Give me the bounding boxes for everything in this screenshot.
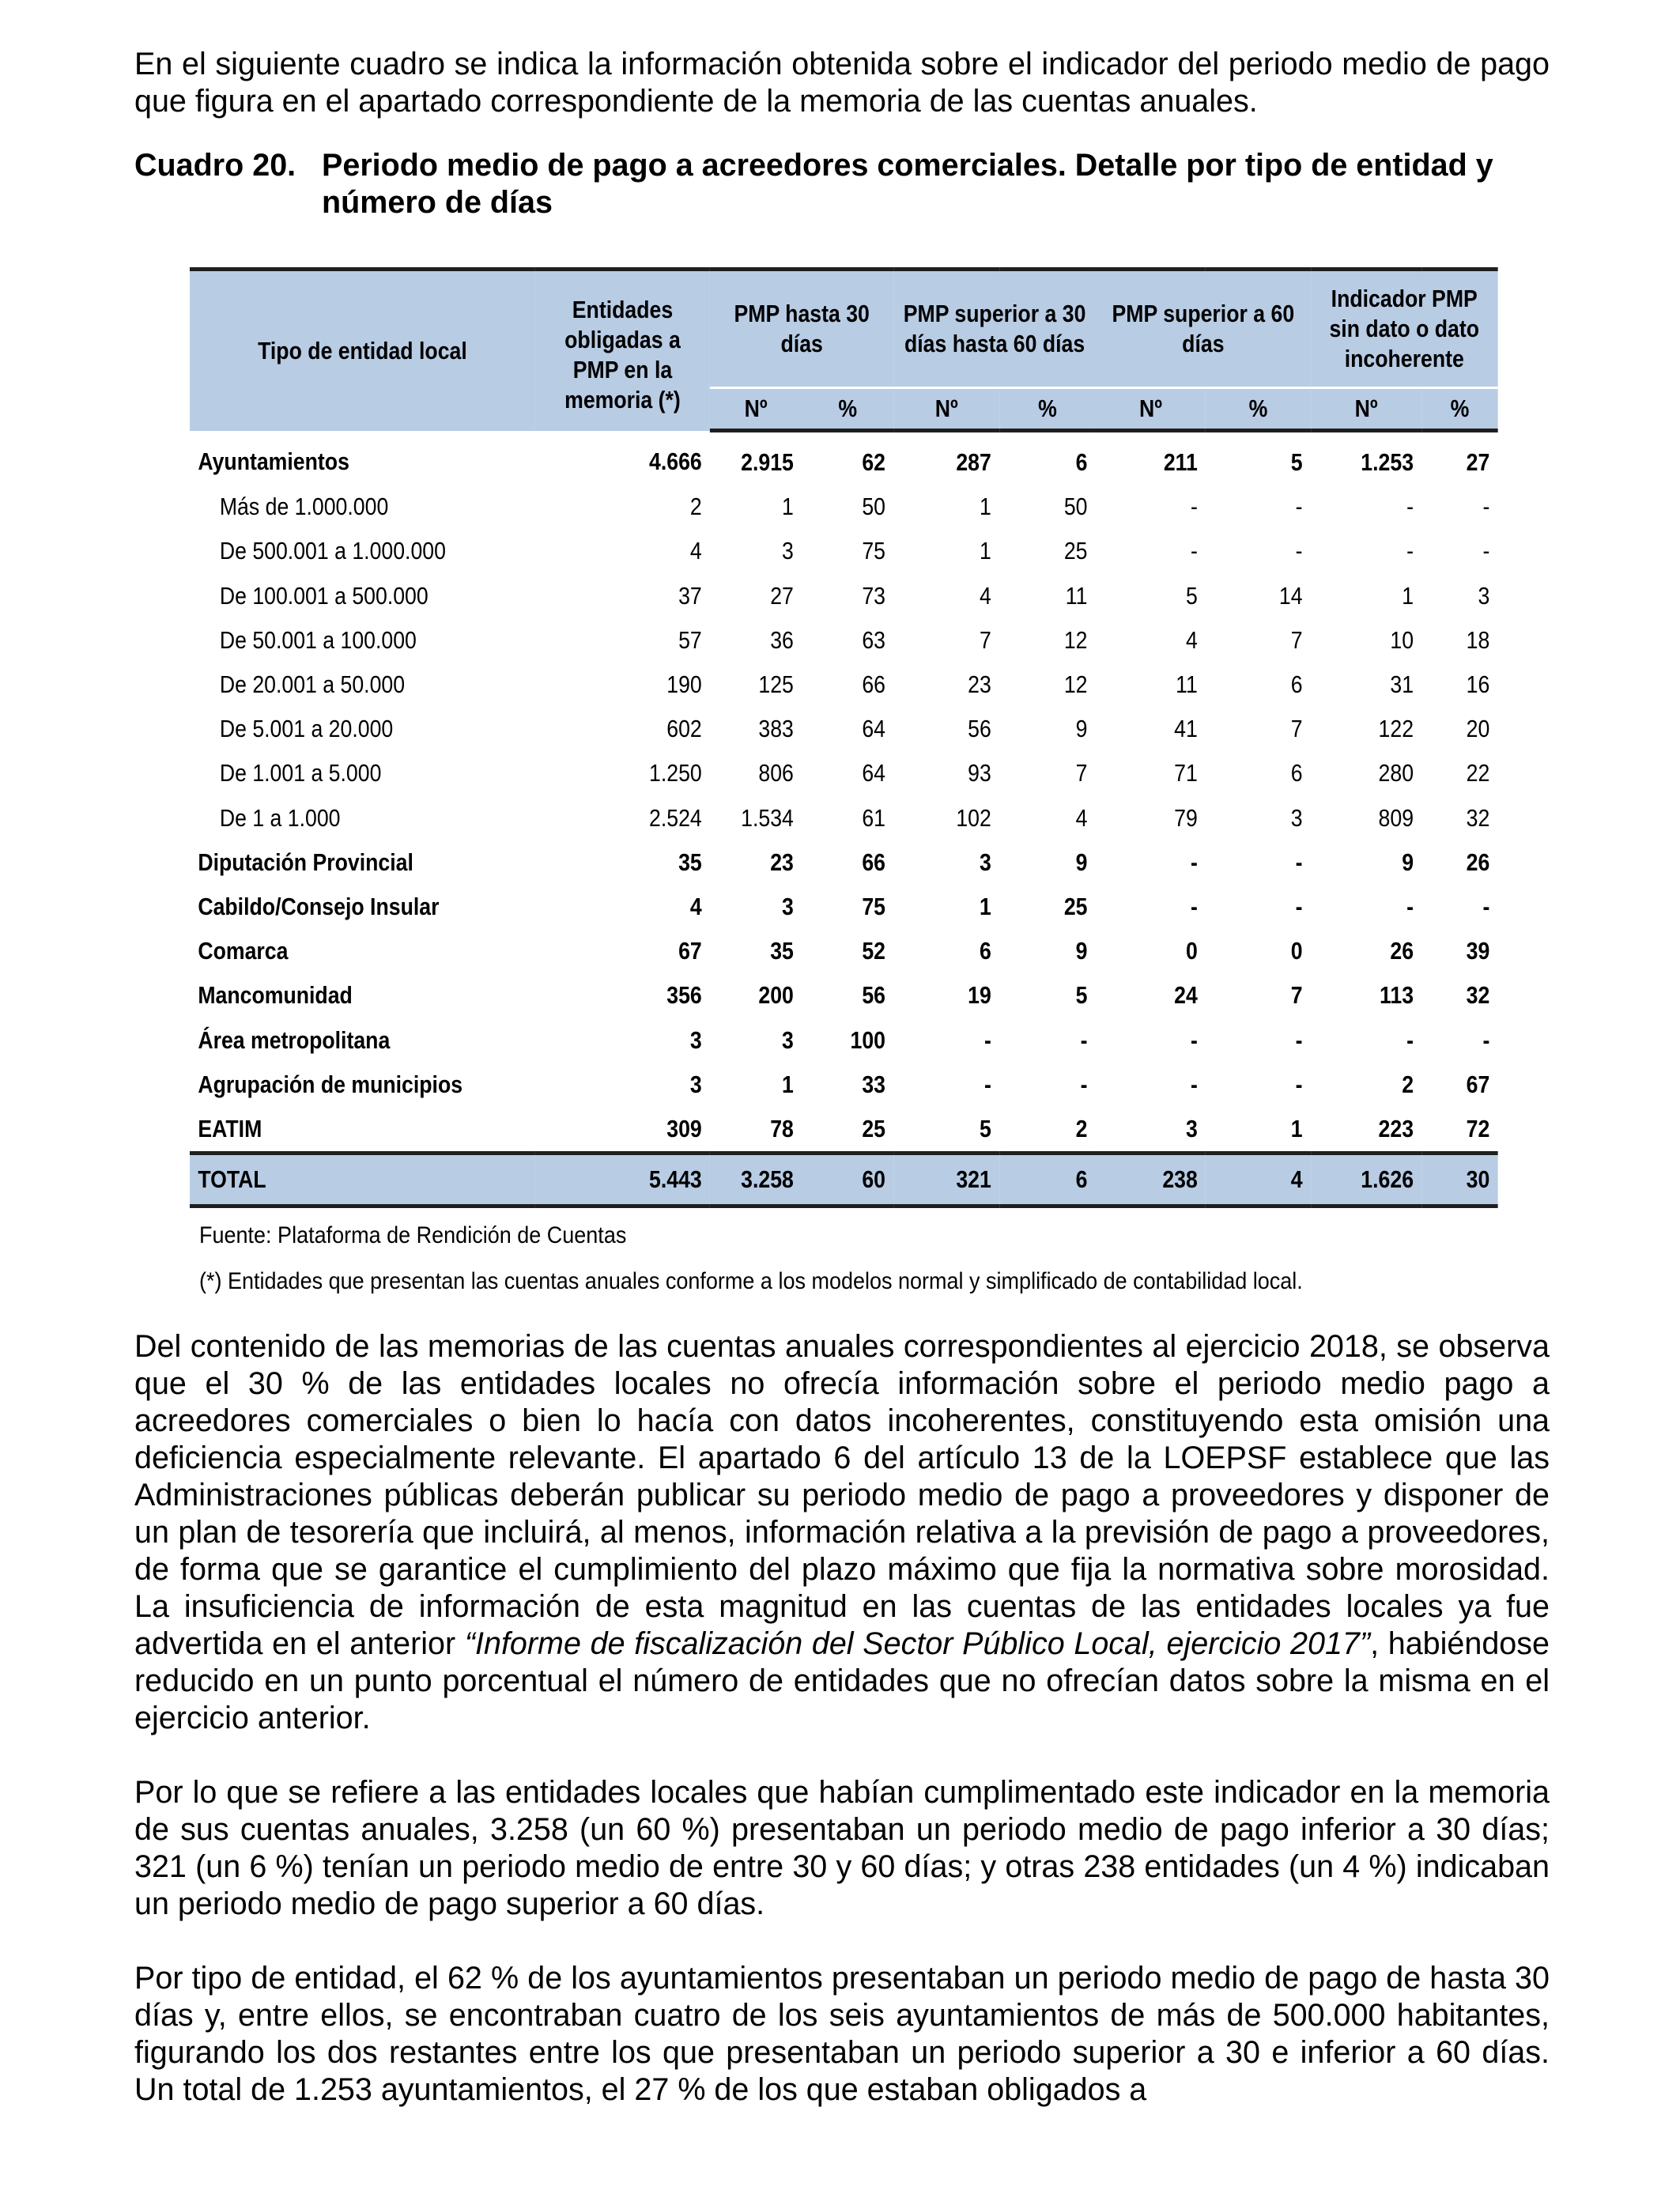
row-label: De 500.001 a 1.000.000 xyxy=(219,537,446,565)
row-value: 3 xyxy=(782,892,794,920)
intro-paragraph: En el siguiente cuadro se indica la información obtenida sobre el indicador del periodo medio de pago que figura en el apartado correspondiente de la memoria de las cuentas anuales. xyxy=(134,47,1550,119)
row-value: 9 xyxy=(1075,715,1088,743)
table-row xyxy=(190,529,1498,573)
table-body xyxy=(190,431,1498,1207)
row-value: 67 xyxy=(678,937,702,965)
row-value: 0 xyxy=(1290,937,1303,965)
row-value: 100 xyxy=(850,1025,886,1054)
row-label: Área metropolitana xyxy=(198,1025,391,1054)
row-value: 6 xyxy=(1290,759,1303,787)
row-label: Más de 1.000.000 xyxy=(219,493,389,521)
row-value: 102 xyxy=(956,803,991,832)
row-value: 4 xyxy=(1185,625,1198,654)
row-value: - xyxy=(1482,892,1490,920)
table-row xyxy=(190,618,1498,663)
header-pct: % xyxy=(999,388,1096,431)
row-value: 25 xyxy=(862,1114,886,1142)
row-value: 35 xyxy=(770,937,794,965)
row-value: 806 xyxy=(758,759,794,787)
row-value: - xyxy=(983,1070,991,1098)
total-value: 238 xyxy=(1096,1154,1206,1207)
row-label: Agrupación de municipios xyxy=(198,1070,463,1098)
row-value: 7 xyxy=(1075,759,1088,787)
row-value: 19 xyxy=(968,981,991,1010)
row-value: 79 xyxy=(1174,803,1198,832)
row-value: - xyxy=(1406,1025,1414,1054)
row-label: Cabildo/Consejo Insular xyxy=(198,892,440,920)
row-value: 66 xyxy=(862,670,886,699)
row-value: 7 xyxy=(1290,625,1303,654)
row-value: 4 xyxy=(1075,803,1088,832)
row-value: 3 xyxy=(689,1070,702,1098)
row-value: 2.524 xyxy=(649,803,702,832)
row-value: 5 xyxy=(979,1114,991,1142)
row-value: - xyxy=(1080,1070,1088,1098)
row-value: 16 xyxy=(1466,670,1490,699)
paragraph-1-part-b: , habiéndose reducido en un punto porcentual el número de entidades que no ofrecían datos sobre la misma en el ejercicio anterior. xyxy=(134,1626,1550,1735)
row-value: 4 xyxy=(689,537,702,565)
row-value: 200 xyxy=(758,981,794,1010)
row-label: De 100.001 a 500.000 xyxy=(219,581,428,610)
row-value: 56 xyxy=(968,715,991,743)
row-value: - xyxy=(1295,1025,1303,1054)
header-pmp-superior-60: PMP superior a 60 días xyxy=(1096,270,1311,388)
row-value: 31 xyxy=(1390,670,1414,699)
row-label: Mancomunidad xyxy=(198,981,353,1010)
row-value: 3 xyxy=(1185,1114,1198,1142)
table-row xyxy=(190,663,1498,707)
row-value: 72 xyxy=(1466,1114,1490,1142)
row-value: 26 xyxy=(1390,937,1414,965)
row-value: 14 xyxy=(1278,581,1303,610)
row-value: 78 xyxy=(770,1114,794,1142)
header-pmp-30-60: PMP superior a 30 días hasta 60 días xyxy=(893,270,1095,388)
table-container xyxy=(190,267,1498,1208)
row-value: 50 xyxy=(862,493,886,521)
row-value: 211 xyxy=(1163,448,1198,477)
row-value: - xyxy=(1482,1025,1490,1054)
row-value: 26 xyxy=(1466,848,1490,876)
row-value: 1 xyxy=(1402,581,1414,610)
total-value: 30 xyxy=(1421,1154,1497,1207)
header-pmp-hasta-30: PMP hasta 30 días xyxy=(710,270,893,388)
row-value: 287 xyxy=(956,448,991,477)
row-value: 33 xyxy=(862,1070,886,1098)
total-value: 1.626 xyxy=(1311,1154,1421,1207)
header-pct: % xyxy=(802,388,893,431)
row-value: 9 xyxy=(1402,848,1414,876)
row-value: 2 xyxy=(1402,1070,1414,1098)
row-label: Comarca xyxy=(198,937,289,965)
row-value: 32 xyxy=(1466,803,1490,832)
row-value: 62 xyxy=(862,448,886,477)
row-value: - xyxy=(1406,537,1414,565)
table-row xyxy=(190,574,1498,618)
row-value: 11 xyxy=(1176,670,1198,699)
row-value: 36 xyxy=(770,625,794,654)
row-value: 5 xyxy=(1185,581,1198,610)
row-value: 61 xyxy=(862,803,886,832)
row-value: 7 xyxy=(979,625,991,654)
total-value: 60 xyxy=(802,1154,893,1207)
row-value: - xyxy=(1482,493,1490,521)
row-value: 25 xyxy=(1063,892,1088,920)
total-value: 321 xyxy=(893,1154,999,1207)
row-label: De 5.001 a 20.000 xyxy=(219,715,394,743)
row-value: - xyxy=(1190,1070,1198,1098)
row-value: 57 xyxy=(678,625,702,654)
table-row xyxy=(190,1063,1498,1107)
row-value: 7 xyxy=(1290,715,1303,743)
row-value: 23 xyxy=(968,670,991,699)
header-n: Nº xyxy=(710,388,802,431)
row-label: De 50.001 a 100.000 xyxy=(219,625,417,654)
row-value: 190 xyxy=(666,670,702,699)
header-n: Nº xyxy=(1311,388,1421,431)
row-value: 4 xyxy=(979,581,991,610)
row-value: 73 xyxy=(862,581,886,610)
total-label: TOTAL xyxy=(190,1154,535,1207)
row-value: 1.250 xyxy=(649,759,702,787)
header-pct: % xyxy=(1421,388,1497,431)
source-note: Fuente: Plataforma de Rendición de Cuentas xyxy=(199,1222,627,1248)
document-page xyxy=(134,46,1550,2146)
row-value: 64 xyxy=(862,759,886,787)
table-caption xyxy=(134,147,1550,221)
row-label: De 1.001 a 5.000 xyxy=(219,759,382,787)
row-value: - xyxy=(1295,493,1303,521)
row-value: 35 xyxy=(678,848,702,876)
row-value: 280 xyxy=(1378,759,1414,787)
row-value: 32 xyxy=(1466,981,1490,1010)
row-value: 3 xyxy=(782,1025,794,1054)
row-value: - xyxy=(1295,1070,1303,1098)
total-value: 3.258 xyxy=(710,1154,802,1207)
table-notes xyxy=(199,1219,1414,1328)
row-value: - xyxy=(983,1025,991,1054)
row-value: 56 xyxy=(862,981,886,1010)
table-row xyxy=(190,1107,1498,1154)
row-value: 1.253 xyxy=(1361,448,1414,477)
row-value: - xyxy=(1190,1025,1198,1054)
paragraph-1-part-a: Del contenido de las memorias de las cuentas anuales correspondientes al ejercicio 2018, se observa que el 30 % de las entidades locales no ofrecía información sobre el periodo medio pago a acreedores comerciales o bien lo hacía con datos incoherentes, constituyendo esta omisión una deficiencia especialmente relevante. El apartado 6 del artículo 13 de la LOEPSF establece que las Administraciones públicas deberán publicar su periodo medio de pago a proveedores y disponer de un plan de tesorería que incluirá, al menos, información relativa a la previsión de pago a proveedores, de forma que se garantice el cumplimiento del plazo máximo que fija la normativa sobre morosidad. La insuficiencia de información de esta magnitud en las cuentas de las entidades locales ya fue advertida en el anterior xyxy=(134,1329,1550,1661)
row-value: 1 xyxy=(979,537,991,565)
row-value: 25 xyxy=(1063,537,1088,565)
caption-number: Cuadro 20. xyxy=(134,148,296,183)
row-value: - xyxy=(1295,848,1303,876)
row-value: 223 xyxy=(1378,1114,1414,1142)
row-value: 71 xyxy=(1174,759,1198,787)
row-value: - xyxy=(1190,892,1198,920)
row-value: - xyxy=(1190,848,1198,876)
header-entidades-obligadas: Entidades obligadas a PMP en la memoria (*) xyxy=(535,270,710,431)
table-row xyxy=(190,840,1498,885)
row-value: 5 xyxy=(1290,448,1303,477)
table-row xyxy=(190,796,1498,840)
total-row xyxy=(190,1154,1498,1207)
row-value: 1 xyxy=(782,493,794,521)
row-value: 3 xyxy=(782,537,794,565)
header-pct: % xyxy=(1206,388,1311,431)
row-value: 122 xyxy=(1378,715,1414,743)
row-value: 12 xyxy=(1063,625,1088,654)
footnote: (*) Entidades que presentan las cuentas anuales conforme a los modelos normal y simplificado de contabilidad local. xyxy=(199,1268,1303,1294)
row-value: 22 xyxy=(1466,759,1490,787)
row-value: 10 xyxy=(1390,625,1414,654)
row-value: - xyxy=(1482,537,1490,565)
row-value: 27 xyxy=(770,581,794,610)
row-value: 3 xyxy=(1290,803,1303,832)
total-value: 4 xyxy=(1206,1154,1311,1207)
row-value: 67 xyxy=(1466,1070,1490,1098)
row-label: De 1 a 1.000 xyxy=(219,803,341,832)
row-value: 1 xyxy=(979,892,991,920)
row-value: 75 xyxy=(862,537,886,565)
row-value: 0 xyxy=(1185,937,1198,965)
row-value: 125 xyxy=(758,670,794,699)
header-n: Nº xyxy=(1096,388,1206,431)
row-value: 37 xyxy=(678,581,702,610)
row-value: - xyxy=(1406,892,1414,920)
row-value: 4.666 xyxy=(649,447,702,475)
header-n: Nº xyxy=(893,388,999,431)
row-value: - xyxy=(1080,1025,1088,1054)
row-value: 39 xyxy=(1466,937,1490,965)
table-row xyxy=(190,751,1498,795)
row-value: 24 xyxy=(1174,981,1198,1010)
row-value: 4 xyxy=(689,892,702,920)
table-row xyxy=(190,885,1498,929)
row-value: 6 xyxy=(1290,670,1303,699)
table-row xyxy=(190,973,1498,1018)
row-value: 3 xyxy=(979,848,991,876)
row-value: 27 xyxy=(1466,448,1490,477)
row-value: 75 xyxy=(862,892,886,920)
row-value: 93 xyxy=(968,759,991,787)
caption-title: Periodo medio de pago a acreedores comerciales. Detalle por tipo de entidad y número de días xyxy=(322,148,1493,220)
row-value: 3 xyxy=(1478,581,1490,610)
row-label: Ayuntamientos xyxy=(198,447,349,475)
row-value: 5 xyxy=(1075,981,1088,1010)
pmp-table xyxy=(190,267,1498,1208)
row-value: 2 xyxy=(689,493,702,521)
row-value: 309 xyxy=(666,1114,702,1142)
row-value: 9 xyxy=(1075,848,1088,876)
row-value: 41 xyxy=(1174,715,1198,743)
row-value: 1 xyxy=(1290,1114,1303,1142)
row-value: 50 xyxy=(1063,493,1088,521)
row-value: 356 xyxy=(666,981,702,1010)
row-value: 12 xyxy=(1063,670,1088,699)
row-value: 2 xyxy=(1075,1114,1088,1142)
row-value: 18 xyxy=(1466,625,1490,654)
row-value: 113 xyxy=(1380,981,1414,1010)
table-row xyxy=(190,929,1498,973)
row-value: 383 xyxy=(758,715,794,743)
row-label: De 20.001 a 50.000 xyxy=(219,670,406,699)
row-value: - xyxy=(1295,537,1303,565)
row-value: 1 xyxy=(979,493,991,521)
table-row xyxy=(190,485,1498,529)
row-value: 66 xyxy=(862,848,886,876)
table-row xyxy=(190,431,1498,485)
row-label: EATIM xyxy=(198,1114,262,1142)
paragraph-3: Por tipo de entidad, el 62 % de los ayuntamientos presentaban un periodo medio de pago de hasta 30 días y, entre ellos, se encontraban cuatro de los seis ayuntamientos de más de 500.000 habitantes, figurando los dos restantes entre los que presentaban un periodo superior a 30 e inferior a 60 días. Un total de 1.253 ayuntamientos, el 27 % de los que estaban obligados a xyxy=(134,1961,1550,2107)
total-value: 5.443 xyxy=(535,1154,710,1207)
paragraph-1 xyxy=(134,1328,1550,1737)
row-value: 809 xyxy=(1378,803,1414,832)
row-value: 2.915 xyxy=(741,448,794,477)
row-value: 20 xyxy=(1466,715,1490,743)
table-row xyxy=(190,707,1498,751)
row-value: - xyxy=(1406,493,1414,521)
row-value: - xyxy=(1295,892,1303,920)
row-value: 23 xyxy=(770,848,794,876)
header-sin-dato: Indicador PMP sin dato o dato incoherente xyxy=(1311,270,1498,388)
row-value: 52 xyxy=(862,937,886,965)
paragraph-1-italic: “Informe de fiscalización del Sector Público Local, ejercicio 2017” xyxy=(464,1626,1371,1661)
row-value: 602 xyxy=(666,715,702,743)
row-value: 64 xyxy=(862,715,886,743)
total-value: 6 xyxy=(999,1154,1096,1207)
row-label: Diputación Provincial xyxy=(198,848,413,876)
row-value: 6 xyxy=(979,937,991,965)
row-value: - xyxy=(1190,537,1198,565)
header-tipo-entidad: Tipo de entidad local xyxy=(190,270,535,431)
row-value: 1 xyxy=(782,1070,794,1098)
row-value: 9 xyxy=(1075,937,1088,965)
table-row xyxy=(190,1018,1498,1062)
row-value: 7 xyxy=(1290,981,1303,1010)
row-value: 1.534 xyxy=(741,803,794,832)
row-value: 3 xyxy=(689,1025,702,1054)
row-value: - xyxy=(1190,493,1198,521)
row-value: 63 xyxy=(862,625,886,654)
row-value: 6 xyxy=(1075,448,1088,477)
row-value: 11 xyxy=(1065,581,1088,610)
paragraph-2: Por lo que se refiere a las entidades locales que habían cumplimentado este indicador en la memoria de sus cuentas anuales, 3.258 (un 60 %) presentaban un periodo medio de pago inferior a 30 días; 321 (un 6 %) tenían un periodo medio de entre 30 y 60 días; y otras 238 entidades (un 4 %) indicaban un periodo medio de pago superior a 60 días. xyxy=(134,1775,1550,1921)
